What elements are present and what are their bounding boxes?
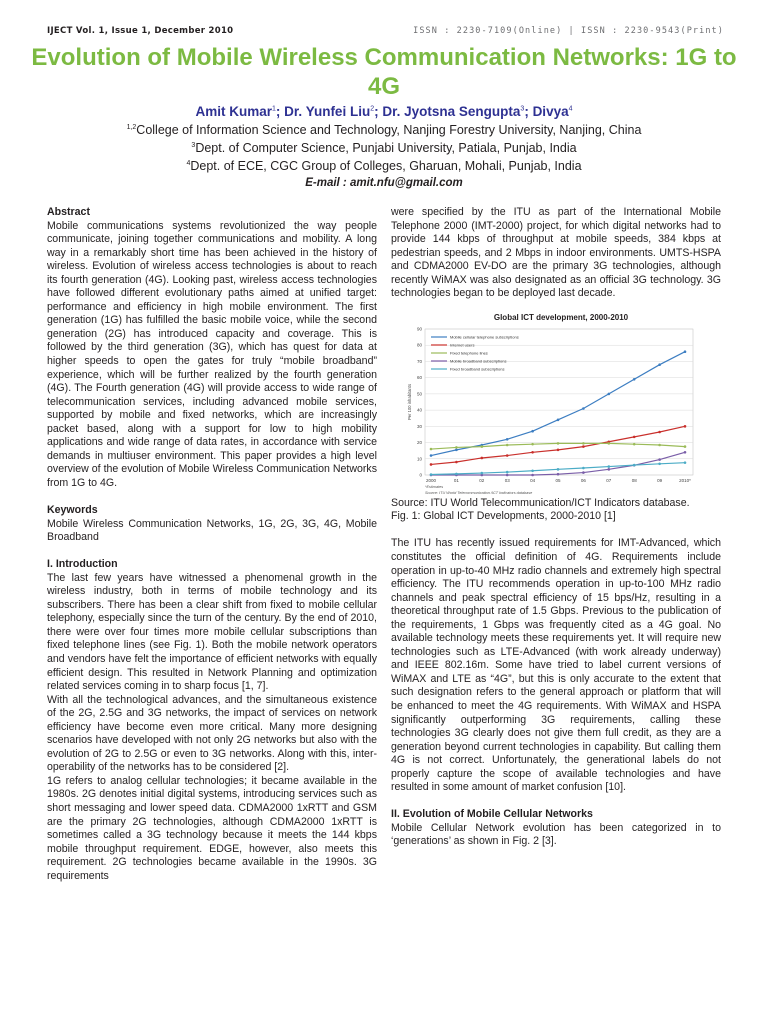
- data-point: [481, 445, 484, 448]
- data-point: [582, 471, 585, 474]
- data-point: [684, 451, 687, 454]
- data-point: [506, 474, 509, 477]
- figure-caption: Fig. 1: Global ICT Developments, 2000-2010 [1]: [391, 510, 616, 523]
- data-point: [481, 472, 484, 475]
- x-tick-label: 06: [580, 477, 586, 483]
- data-point: [633, 443, 636, 446]
- data-point: [633, 464, 636, 467]
- author-name: Amit Kumar: [195, 104, 273, 119]
- right-column: [391, 206, 721, 849]
- chart-title: Global ICT development, 2000-2010: [493, 312, 629, 322]
- data-point: [658, 458, 661, 461]
- data-point: [430, 463, 433, 466]
- left-column: [47, 206, 377, 883]
- data-point: [455, 446, 458, 449]
- author-name: Dr. Jyotsna Sengupta: [382, 104, 521, 119]
- data-point: [608, 468, 611, 471]
- y-tick-label: 50: [416, 391, 422, 397]
- data-point: [684, 425, 687, 428]
- section-heading: II. Evolution of Mobile Cellular Networks: [391, 808, 593, 821]
- data-point: [582, 467, 585, 470]
- ict-chart: [401, 307, 701, 497]
- x-tick-label: 07: [606, 477, 612, 483]
- chart-source-note: Source: ITU World Telecommunication /ICT Indicators database: [425, 490, 533, 495]
- keywords-heading: Keywords: [47, 503, 98, 516]
- paragraph: were specified by the ITU as part of the International Mobile Telephone 2000 (IMT-2000) project, for which digital networks had to provide 144 kbps of throughput at mobile speeds, 384 kbps at pedestrian speeds, and 2 Mbps in indoor environments. UMTS-HSPA and CDMA2000 EV-DO are the primary 3G technologies, although recently WiMAX was also designated as an official 3G technology. 3G technologies began to be deployed last decade.: [391, 206, 721, 300]
- y-tick-label: 20: [416, 439, 422, 445]
- issn-info: ISSN : 2230-7109(Online) | ISSN : 2230-9543(Print): [413, 26, 724, 36]
- data-point: [684, 350, 687, 353]
- affiliation: $^4$Dept. of ECE, CGC Group of Colleges, Gharuan, Mohali, Punjab, India: [186, 159, 582, 173]
- data-point: [430, 454, 433, 457]
- legend-entry: Mobile cellular telephone subscriptions: [450, 334, 519, 340]
- data-point: [608, 442, 611, 445]
- data-point: [582, 407, 585, 410]
- paragraph: 1G refers to analog cellular technologies; it became available in the 1980s. 2G denotes initial digital systems, introducing services such as short messaging and lower speed data. CDMA2000 1xRTT and GSM are the primary 2G technologies, although CDMA2000 1xRTT is sometimes called a 3G technology because it meets the 144 kbps mobile throughput requirement. EDGE, however, also meets this requirement. 2G technologies became available in the 1990s. 3G requirements: [47, 774, 377, 882]
- x-tick-label: 03: [504, 477, 510, 483]
- data-point: [455, 472, 458, 475]
- data-point: [582, 442, 585, 445]
- data-point: [658, 431, 661, 434]
- data-point: [506, 471, 509, 474]
- x-tick-label: 08: [631, 477, 637, 483]
- chart-footnote: *Estimates: [425, 484, 444, 489]
- author-name: Dr. Yunfei Liu: [284, 104, 371, 119]
- intro-heading: I. Introduction: [47, 558, 118, 571]
- y-tick-label: 90: [416, 326, 422, 332]
- data-point: [633, 435, 636, 438]
- x-tick-label: 01: [453, 477, 459, 483]
- x-tick-label: 2010*: [679, 477, 691, 483]
- x-tick-label: 2000: [425, 477, 437, 483]
- author-list: Amit Kumar$^1$; Dr. Yunfei Liu$^2$; Dr. Jyotsna Sengupta$^3$; Divya$^4$: [195, 104, 573, 119]
- data-point: [658, 363, 661, 366]
- data-point: [430, 448, 433, 451]
- data-point: [582, 445, 585, 448]
- legend-entry: Fixed broadband subscriptions: [450, 366, 505, 372]
- x-tick-label: 02: [479, 477, 485, 483]
- paper-title: Evolution of Mobile Wireless Communication Networks: 1G to 4G: [31, 44, 737, 100]
- data-point: [557, 448, 560, 451]
- data-point: [658, 444, 661, 447]
- legend-entry: Internet users: [450, 342, 475, 348]
- y-axis-label: Per 100 inhabitants: [407, 383, 412, 420]
- abstract-heading: Abstract: [47, 206, 90, 218]
- legend-entry: Fixed telephone lines: [450, 350, 488, 356]
- keywords-text: Mobile Wireless Communication Networks, 1G, 2G, 3G, 4G, Mobile Broadband: [47, 517, 377, 544]
- journal-info: IJECT Vol. 1, Issue 1, December 2010: [47, 26, 234, 36]
- y-tick-label: 60: [416, 374, 422, 380]
- legend-entry: Mobile broadband subscriptions: [450, 358, 507, 364]
- x-tick-label: 09: [657, 477, 663, 483]
- x-tick-label: 04: [530, 477, 536, 483]
- paragraph: The last few years have witnessed a phenomenal growth in the wireless industry, both in terms of mobile technology and its subscribers. There has been a clear shift from fixed to mobile cellular telephony, especially since the turn of the century. By the end of 2010, there were over four times more mobile cellular subscriptions than fixed telephone lines (see Fig. 1). Both the mobile network operators and vendors have felt the importance of efficient networks with equally efficient design. This resulted in Network Planning and optimization related services coming in to sharp focus [1, 7].: [47, 571, 377, 693]
- data-point: [531, 474, 534, 477]
- data-point: [608, 392, 611, 395]
- data-point: [430, 473, 433, 476]
- data-point: [684, 461, 687, 464]
- affiliation: $^{1,2}$College of Information Science and Technology, Nanjing Forestry University, Nanjing, China: [126, 123, 642, 137]
- author-name: Divya: [532, 104, 569, 119]
- author-email: E-mail : amit.nfu@gmail.com: [305, 177, 463, 189]
- running-header: [47, 26, 724, 40]
- paragraph: Mobile Cellular Network evolution has been categorized in to ‘generations’ as shown in Fig. 2 [3].: [391, 821, 721, 848]
- y-tick-label: 0: [419, 472, 422, 478]
- data-point: [633, 378, 636, 381]
- data-point: [506, 444, 509, 447]
- abstract-text: Mobile communications systems revolutionized the way people communicate, joining together communications and mobility. A long way in a remarkably short time has been achieved in the history of wireless. Evolution of wireless access technologies is about to reach its fourth generation (4G). Looking past, wireless access technologies have followed different evolutionary paths aimed at unified target: performance and efficiency in high mobile environment. The first generation (1G) has fulfilled the basic mobile voice, while the second generation (2G) has introduced capacity and coverage. This is followed by the third generation (3G), which has quest for data at higher speeds to open the gates for truly “mobile broadband” experience, which will be further realized by the fourth generation (4G). The Fourth generation (4G) will provide access to wide range of telecommunication services, including advanced mobile services, supported by mobile and fixed networks, which are increasingly packet based, along with a support for low to high mobility applications and wide range of data rates, in accordance with service demands in multiuser environment. This paper provides a high level overview of the evolution of Mobile Wireless Communication Networks from 1G to 4G.: [47, 219, 377, 489]
- y-tick-label: 70: [416, 358, 422, 364]
- data-point: [608, 465, 611, 468]
- x-tick-label: 05: [555, 477, 561, 483]
- figure-source: Source: ITU World Telecommunication/ICT Indicators database.: [391, 496, 690, 509]
- data-point: [531, 469, 534, 472]
- affiliation: $^3$Dept. of Computer Science, Punjabi University, Patiala, Punjab, India: [191, 141, 577, 155]
- data-point: [531, 443, 534, 446]
- data-point: [455, 448, 458, 451]
- y-tick-label: 10: [416, 456, 422, 462]
- data-point: [455, 461, 458, 464]
- data-point: [506, 454, 509, 457]
- data-point: [557, 442, 560, 445]
- data-point: [684, 445, 687, 448]
- data-point: [557, 473, 560, 476]
- data-point: [658, 462, 661, 465]
- data-point: [557, 468, 560, 471]
- paragraph: The ITU has recently issued requirements for IMT-Advanced, which constitutes the official definition of 4G. Requirements include operation in up-to-40 MHz radio channels and extremely high spectral efficiency. The ITU recommends operation in up-to-100 MHz radio channels and peak spectral efficiency of 15 bps/Hz, resulting in a theoretical throughput rate of 1.5 Gbps. Previous to the publication of the requirements, 1 Gbps was frequently cited as a 4G goal. No available technology meets these requirements yet. It will require new technologies such as LTE-Advanced (with work already underway) and IEEE 802.16m. Some have tried to label current versions of WiMAX and LTE as “4G”, but this is only accurate to the extent that such designation refers to the general approach or platform that will be enhanced to meet the 4G requirements. With WiMAX and HSPA significantly outperforming 3G requirements, calling these technologies 3G clearly does not give them full credit, as they are a generation beyond current technologies in capability. But calling them 4G is not correct. Unfortunately, the generational labels do not properly capture the scope of available technologies and have resulted in some amount of market confusion [10].: [391, 537, 721, 794]
- data-point: [481, 456, 484, 459]
- y-tick-label: 30: [416, 423, 422, 429]
- paragraph: With all the technological advances, and the simultaneous existence of the 2G, 2.5G and 3G networks, the impact of services on network efficiency have become even more critical. Many more designing scenarios have developed with not only 2G networks but also with the evolution of 2G to 2.5G or even to 3G networks. Along with this, inter-operability of the networks has to be considered [2].: [47, 693, 377, 774]
- y-tick-label: 40: [416, 407, 422, 413]
- y-tick-label: 80: [416, 342, 422, 348]
- data-point: [557, 418, 560, 421]
- data-point: [531, 451, 534, 454]
- data-point: [506, 438, 509, 441]
- figure-1: [391, 307, 721, 497]
- data-point: [531, 430, 534, 433]
